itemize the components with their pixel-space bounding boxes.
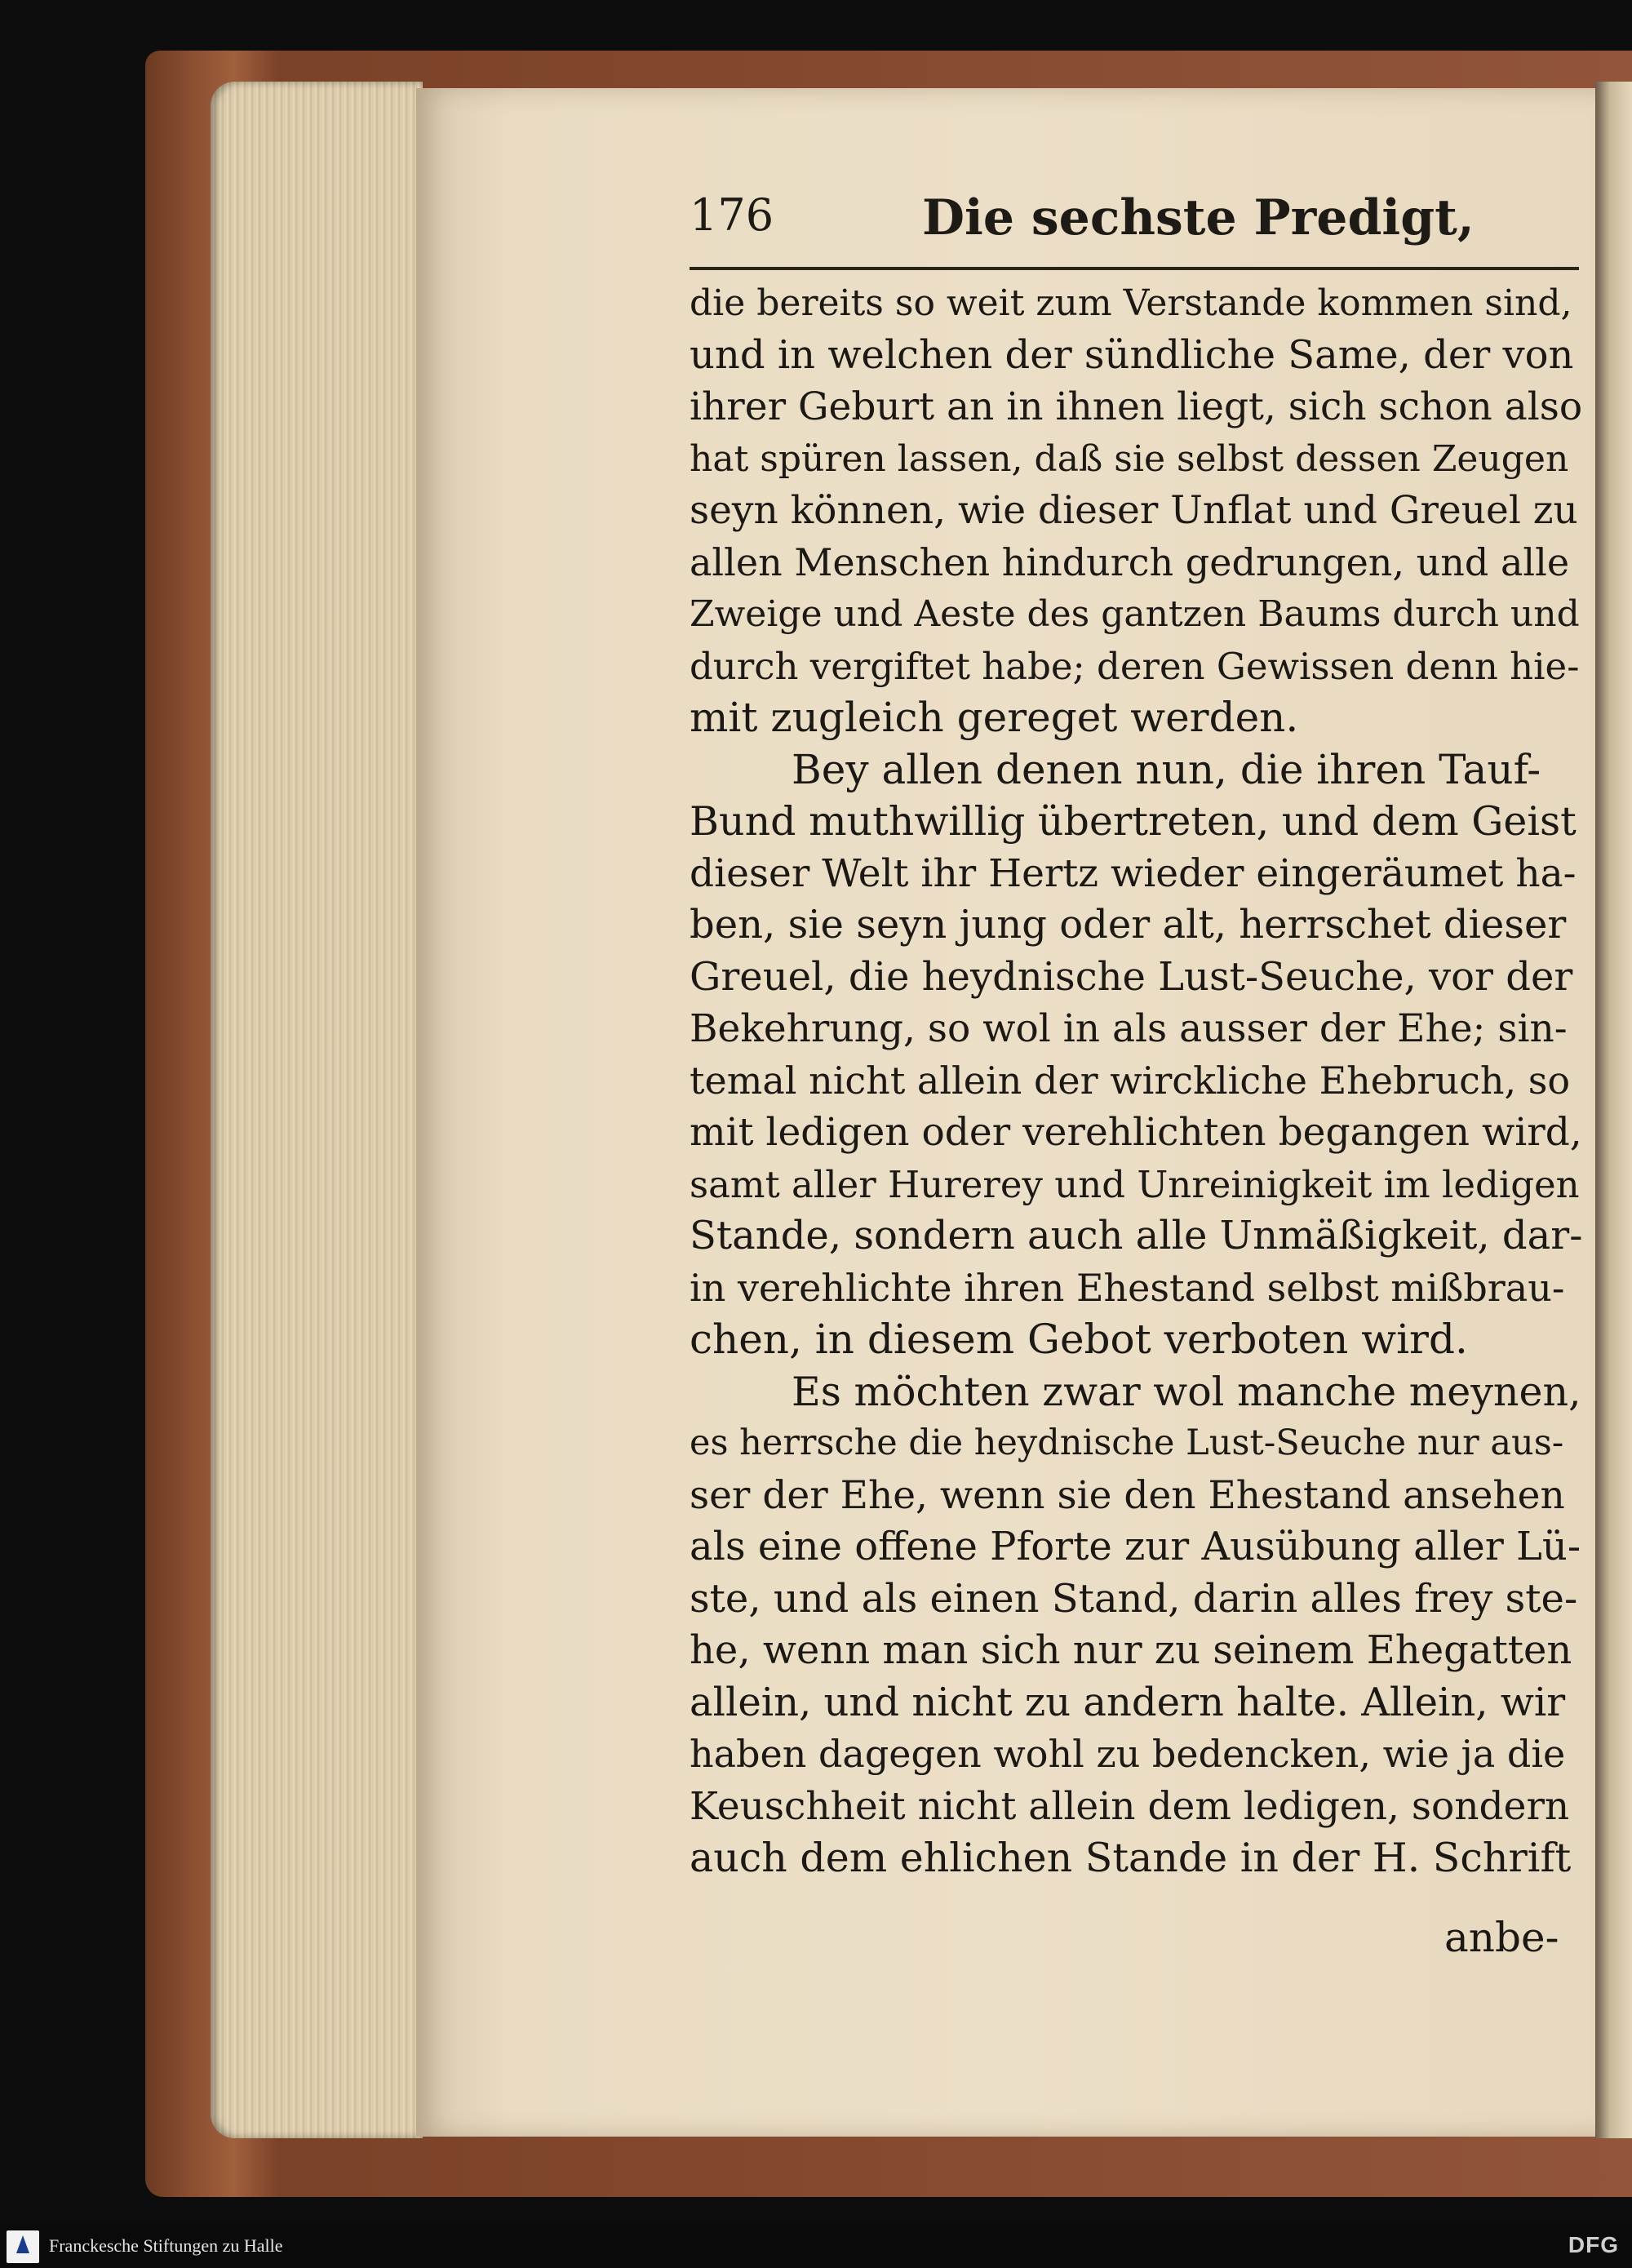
text-line: mit zugleich gereget werden. bbox=[690, 694, 1299, 741]
text-line: als eine offene Pforte zur Ausübung aller Lü- bbox=[690, 1524, 1581, 1569]
text-line: allen Menschen hindurch gedrungen, und alle bbox=[690, 539, 1570, 584]
footer-institution: Franckesche Stiftungen zu Halle bbox=[49, 2235, 283, 2256]
text-line: temal nicht allein der wirckliche Ehebruch, so bbox=[690, 1058, 1571, 1103]
text-line: Bey allen denen nun, die ihren Tauf- bbox=[792, 745, 1541, 793]
text-line: ihrer Geburt an in ihnen liegt, sich schon also bbox=[690, 384, 1583, 429]
text-line: Zweige und Aeste des gantzen Baums durch und bbox=[690, 593, 1580, 635]
text-line: dieser Welt ihr Hertz wieder eingeräumet ha- bbox=[690, 850, 1577, 896]
text-line: ser der Ehe, wenn sie den Ehestand ansehen bbox=[690, 1472, 1565, 1518]
text-line: Bekehrung, so wol in als ausser der Ehe; sin- bbox=[690, 1006, 1568, 1051]
page-edges bbox=[211, 82, 423, 2138]
text-line: samt aller Hurerey und Unreinigkeit im ledigen bbox=[690, 1162, 1580, 1206]
footer-mark: DFG bbox=[1568, 2232, 1619, 2257]
text-line: Es möchten zwar wol manche meynen, bbox=[792, 1368, 1581, 1415]
institution-logo-icon bbox=[7, 2230, 39, 2263]
text-line: chen, in diesem Gebot verboten wird. bbox=[690, 1316, 1468, 1363]
text-line: durch vergiftet habe; deren Gewissen denn hie- bbox=[690, 644, 1580, 688]
facing-page-edge bbox=[1595, 82, 1632, 2138]
text-line: Keuschheit nicht allein dem ledigen, sondern bbox=[690, 1783, 1570, 1829]
text-line: haben dagegen wohl zu bedencken, wie ja die bbox=[690, 1732, 1566, 1776]
text-line: seyn können, wie dieser Unflat und Greuel zu bbox=[690, 488, 1578, 533]
text-line: allein, und nicht zu andern halte. Allein, wir bbox=[690, 1679, 1566, 1725]
text-line: und in welchen der sündliche Same, der von bbox=[690, 331, 1574, 378]
text-line: es herrsche die heydnische Lust-Seuche nur aus- bbox=[690, 1422, 1564, 1463]
catchword: anbe- bbox=[1444, 1914, 1559, 1961]
page-number: 176 bbox=[690, 189, 774, 241]
text-line: ben, sie seyn jung oder alt, herrschet dieser bbox=[690, 902, 1567, 948]
text-line: Stande, sondern auch alle Unmäßigkeit, dar- bbox=[690, 1213, 1583, 1258]
header-rule bbox=[690, 267, 1579, 270]
page-header bbox=[690, 189, 1579, 255]
text-line: mit ledigen oder verehlichten begangen wird, bbox=[690, 1110, 1582, 1155]
text-line: Bund muthwillig übertreten, und dem Geist bbox=[690, 798, 1577, 845]
body-text bbox=[690, 277, 1583, 1884]
text-line: auch dem ehlichen Stande in der H. Schrift bbox=[690, 1835, 1572, 1881]
text-line: Greuel, die heydnische Lust-Seuche, vor der bbox=[690, 953, 1573, 1000]
text-line: die bereits so weit zum Verstande kommen sind, bbox=[690, 282, 1572, 324]
text-line: in verehlichte ihren Ehestand selbst mißbrau- bbox=[690, 1265, 1565, 1310]
text-line: ste, und als einen Stand, darin alles frey ste- bbox=[690, 1575, 1578, 1622]
running-head: Die sechste Predigt, bbox=[922, 189, 1475, 246]
text-line: he, wenn man sich nur zu seinem Ehegatten bbox=[690, 1627, 1572, 1673]
text-line: hat spüren lassen, daß sie selbst dessen Zeugen bbox=[690, 437, 1569, 480]
